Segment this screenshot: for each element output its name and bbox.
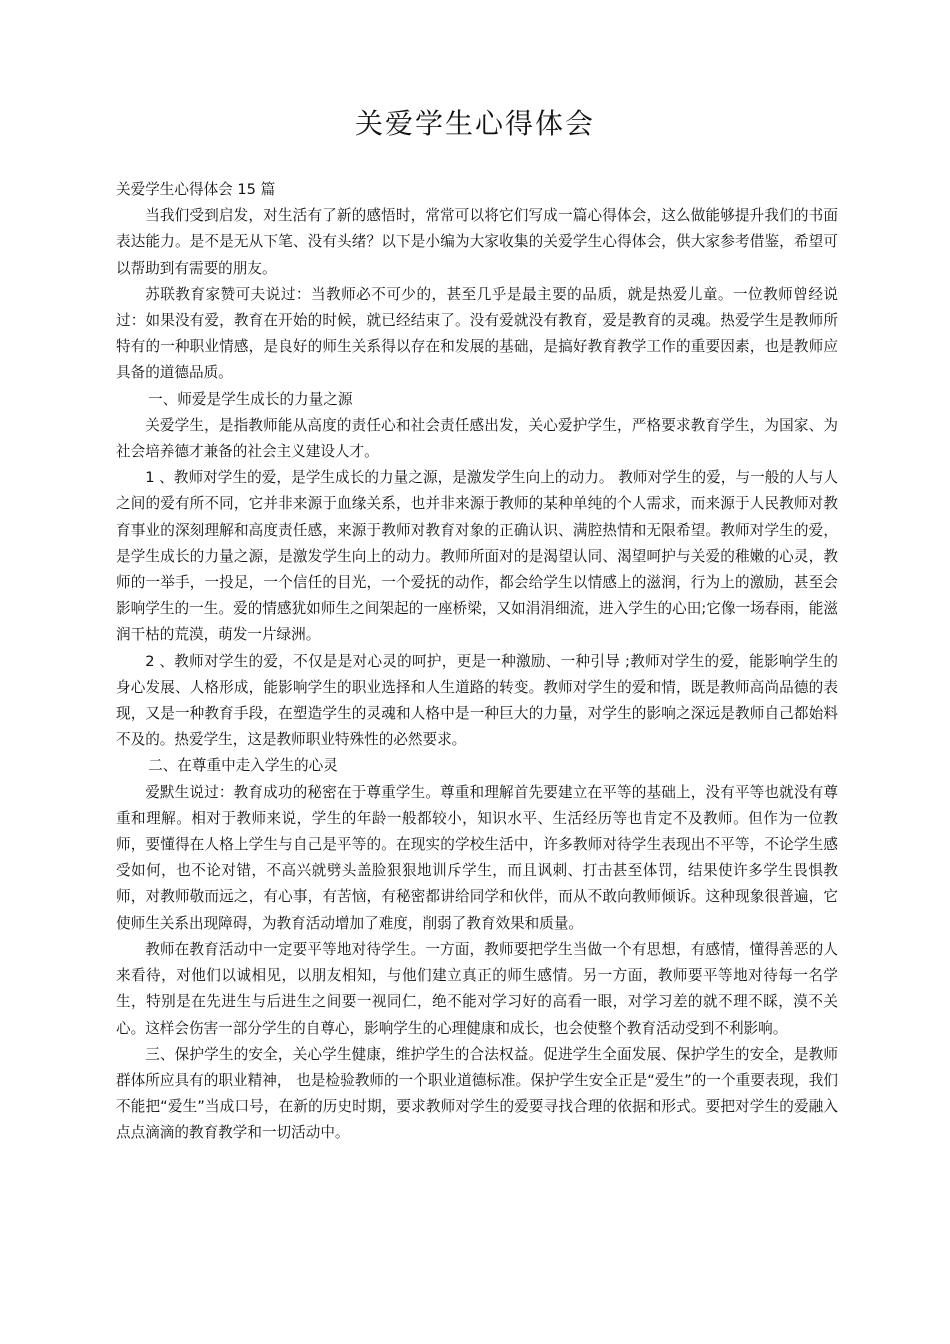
document-title: 关爱学生心得体会 [354, 107, 595, 140]
section1-paragraph: 1 、教师对学生的爱，是学生成长的力量之源，是激发学生向上的动力。 教师对学生的爱，与一般的人与人之间的爱有所不同，它并非来源于血缘关系，也并非来源于教师的某种单纯的个人需求，而来源于人民教师对教育事业的深刻理解和高度责任感，来源于教师对教育对象的正确认识、满腔热情和无限希望。教师对学生的爱，是学生成长的力量之源，是激发学生向上的动力。教师所面对的是渴望认同、渴望呵护与关爱的稚嫩的心灵，教师的一举手，一投足，一个信任的目光，一个爱抚的动作，都会给学生以情感上的滋润，行为上的激励，甚至会影响学生的一生。爱的情感犹如师生之间架起的一座桥梁，又如涓涓细流，进入学生的心田;它像一场春雨，能滋润干枯的荒漠，萌发一片绿洲。 [116, 469, 838, 644]
quote-paragraph: 苏联教育家赞可夫说过：当教师必不可少的，甚至几乎是最主要的品质，就是热爱儿童。一位教师曾经说过：如果没有爱，教育在开始的时候，就已经结束了。没有爱就没有教育，爱是教育的灵魂。热爱学生是教师所特有的一种职业情感，是良好的师生关系得以存在和发展的基础，是搞好教育教学工作的重要因素，也是教师应具备的道德品质。 [116, 285, 838, 382]
section1-paragraph: 2 、教师对学生的爱，不仅是是对心灵的呵护，更是一种激励、一种引导 ;教师对学生的爱，能影响学生的身心发展、人格形成，能影响学生的职业选择和人生道路的转变。教师对学生的爱和情，既是教师高尚品德的表现，又是一种教育手段，在塑造学生的灵魂和人格中是一种巨大的力量，对学生的影响之深远是教师自己都始料不及的。热爱学生，这是教师职业特殊性的必然要求。 [116, 652, 838, 749]
document-subtitle: 关爱学生心得体会 15 篇 [116, 181, 276, 198]
section-heading-1: 一、师爱是学生成长的力量之源 [148, 390, 353, 408]
section3-paragraph: 三、保护学生的安全，关心学生健康，维护学生的合法权益。促进学生全面发展、保护学生的安全，是教师群体所应具有的职业精神， 也是检验教师的一个职业道德标准。保护学生安全正是“爱生”的一个重要表现，我们不能把“爱生”当成口号，在新的历史时期，要求教师对学生的爱要寻找合理的依据和形式。要把对学生的爱融入点点滴滴的教育教学和一切活动中。 [116, 1045, 838, 1142]
section1-paragraph: 关爱学生，是指教师能从高度的责任心和社会责任感出发，关心爱护学生，严格要求教育学生，为国家、为社会培养德才兼备的社会主义建设人才。 [116, 416, 838, 461]
intro-paragraph: 当我们受到启发，对生活有了新的感悟时，常常可以将它们写成一篇心得体会，这么做能够提升我们的书面表达能力。是不是无从下笔、没有头绪？以下是小编为大家收集的关爱学生心得体会，供大家参考借鉴，希望可以帮助到有需要的朋友。 [116, 207, 838, 277]
section2-paragraph: 爱默生说过：教育成功的秘密在于尊重学生。尊重和理解首先要建立在平等的基础上，没有平等也就没有尊重和理解。相对于教师来说，学生的年龄一般都较小，知识水平、生活经历等也肯定不及教师。但作为一位教师，要懂得在人格上学生与自己是平等的。在现实的学校生活中，许多教师对待学生表现出不平等，不论学生感受如何，也不论对错，不高兴就劈头盖脸狠狠地训斥学生，而且讽刺、打击甚至体罚，结果使许多学生畏惧教师，对教师敬而远之，有心事，有苦恼，有秘密都讲给同学和伙伴，而从不敢向教师倾诉。这种现象很普遍，它使师生关系出现障碍，为教育活动增加了难度，削弱了教育效果和质量。 [116, 783, 838, 932]
document-body [116, 177, 838, 1147]
section-heading-2: 二、在尊重中走入学生的心灵 [148, 757, 338, 775]
section2-paragraph: 教师在教育活动中一定要平等地对待学生。一方面，教师要把学生当做一个有思想，有感情，懂得善恶的人来看待，对他们以诚相见，以朋友相知，与他们建立真正的师生感情。另一方面，教师要平等地对待每一名学生，特别是在先进生与后进生之间要一视同仁，绝不能对学习好的高看一眼，对学习差的就不理不睬，漠不关心。这样会伤害一部分学生的自尊心，影响学生的心理健康和成长，也会使整个教育活动受到不利影响。 [116, 940, 838, 1037]
